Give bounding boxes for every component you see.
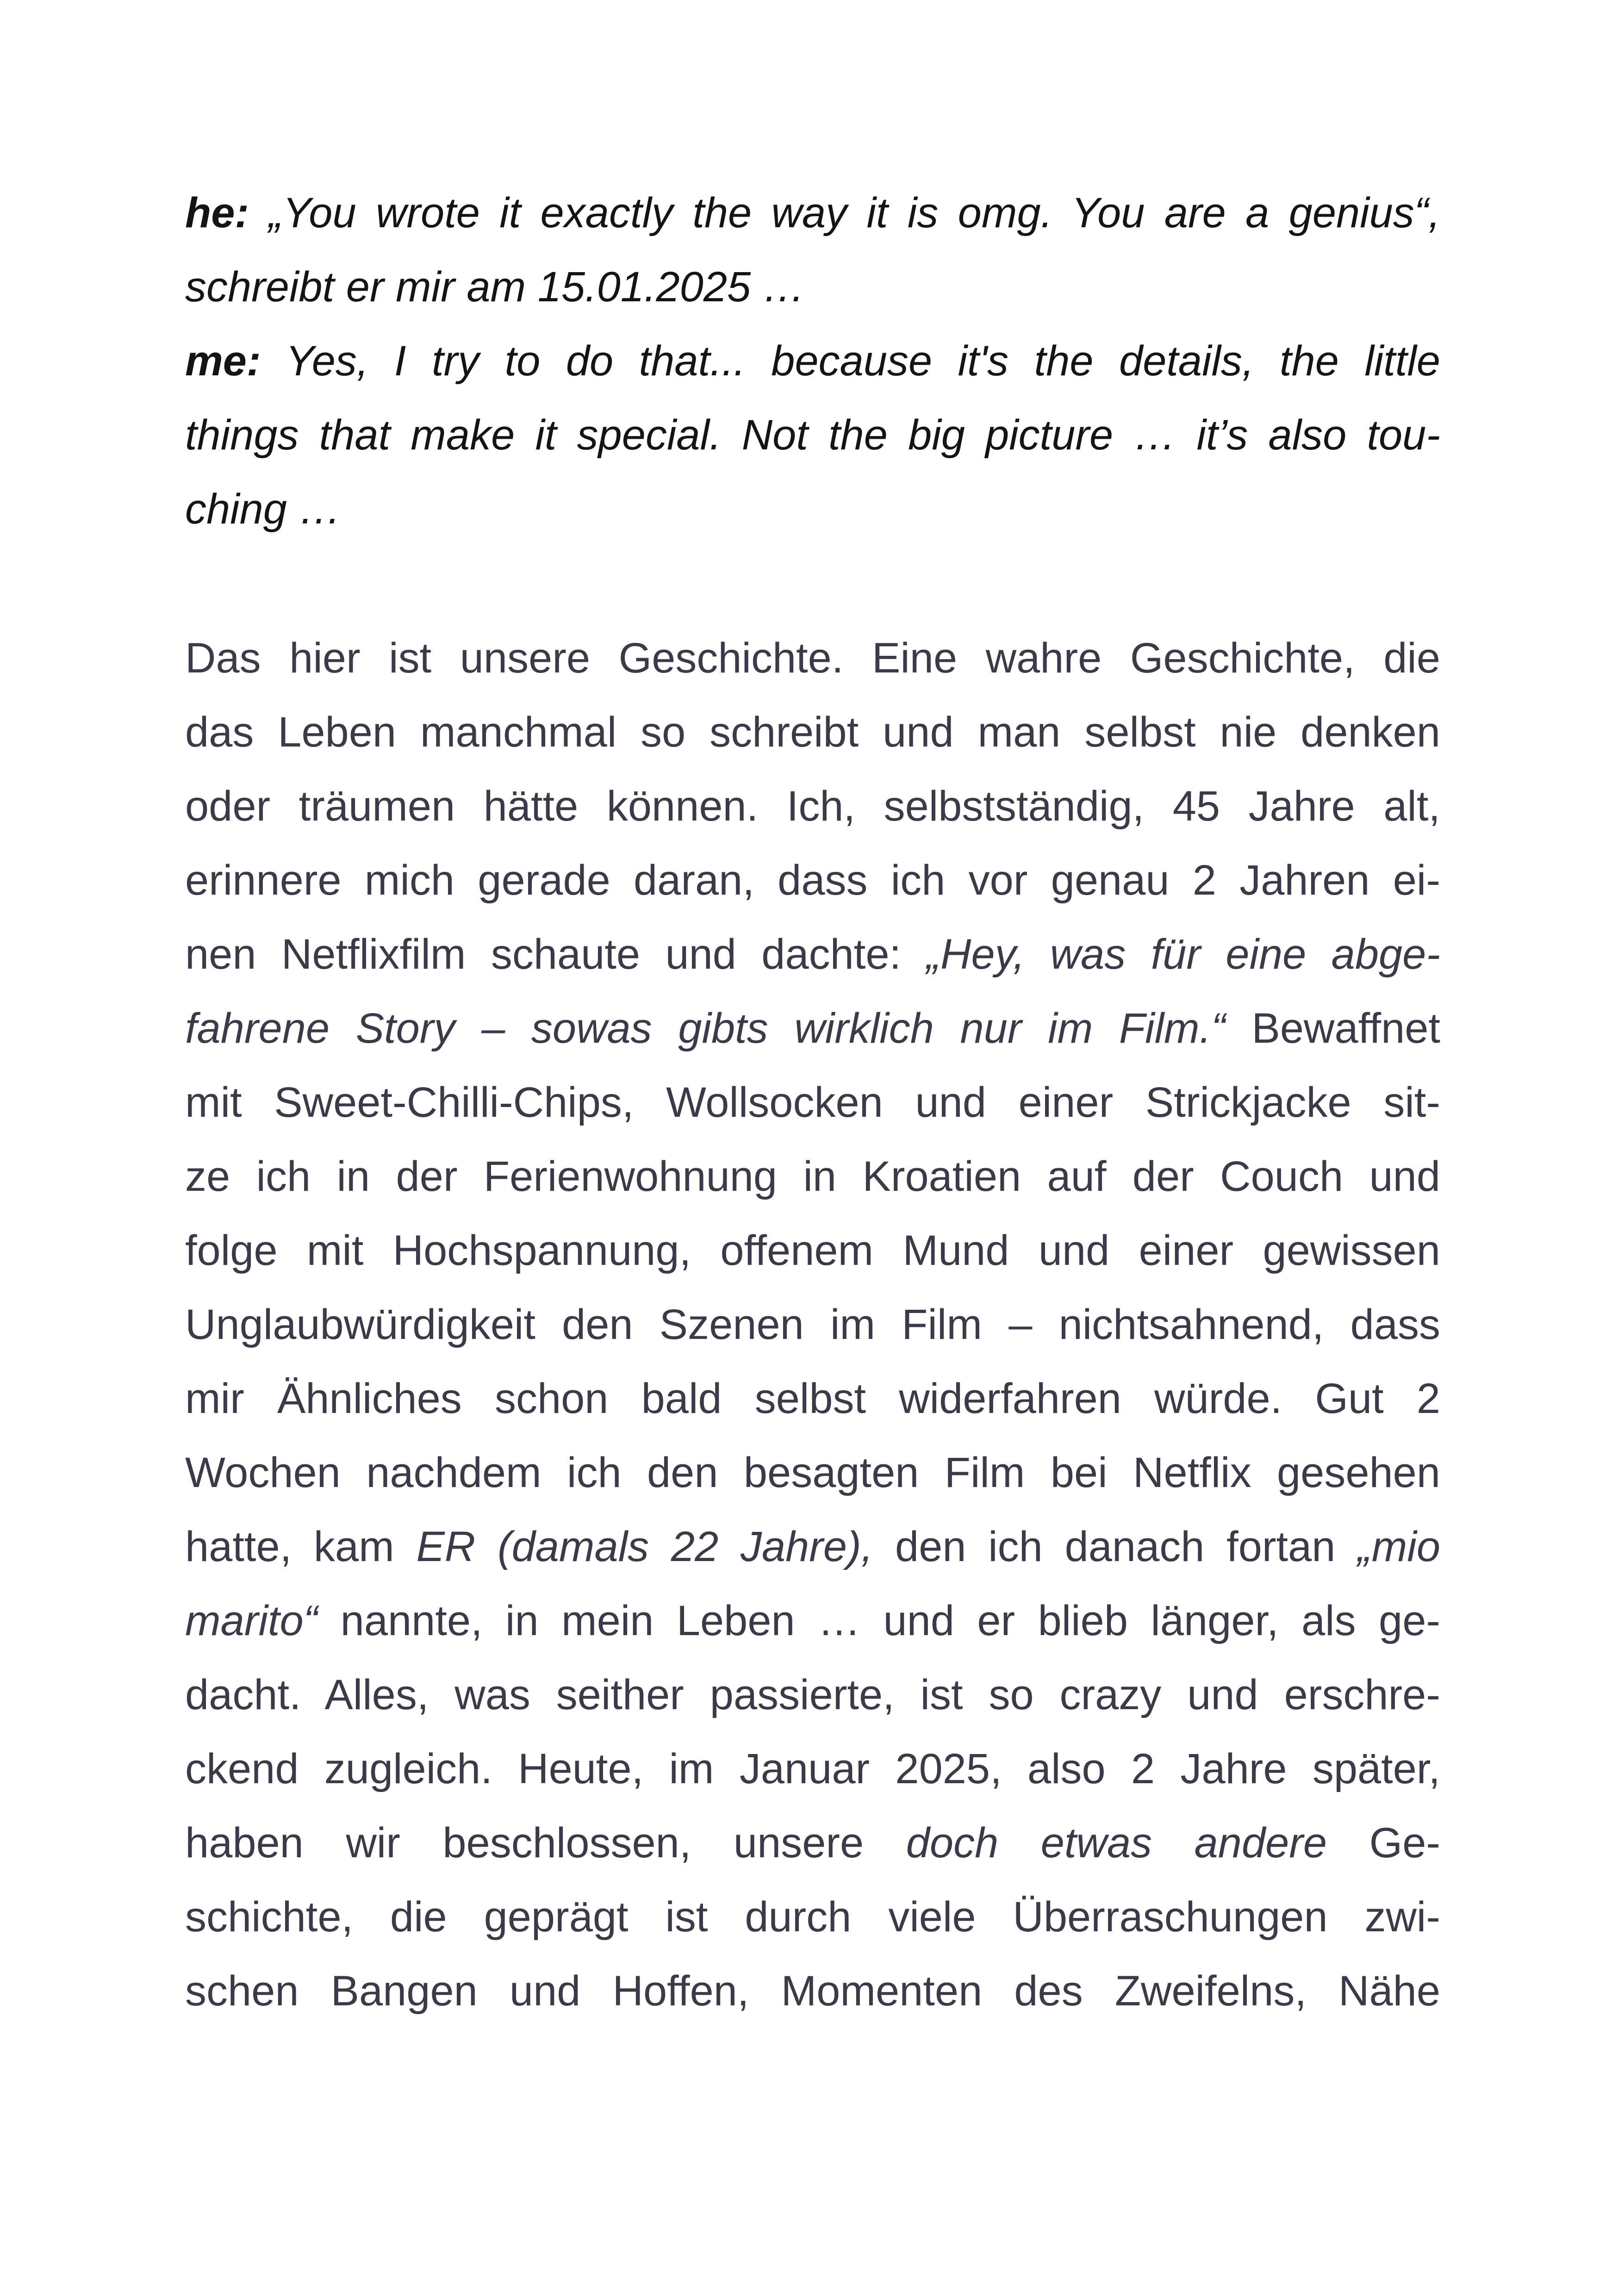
story-line-4 — [185, 843, 1440, 917]
story-text: erinnere mich gerade daran, dass ich vor genau 2 Jahren ei- — [185, 857, 1440, 904]
story-line-5 — [185, 917, 1440, 991]
story-text: ze ich in der Ferienwohnung in Kroatien auf der Couch und — [185, 1153, 1440, 1200]
story-line-2 — [185, 695, 1440, 769]
story-italic-quote: „Hey, was für eine abge- — [926, 931, 1440, 978]
story-text: den ich danach fortan — [873, 1523, 1358, 1570]
story-text: nen Netflixfilm schaute und dachte: — [185, 931, 927, 978]
story-line-13 — [185, 1510, 1440, 1584]
dialogue-line-3 — [185, 324, 1440, 398]
story-line-6 — [185, 991, 1440, 1065]
dialogue-line-1 — [185, 176, 1440, 250]
story-text: Bewaffnet — [1225, 1005, 1440, 1052]
story-line-11 — [185, 1362, 1440, 1436]
story-text: dacht. Alles, was seither passierte, ist so crazy und erschre- — [185, 1671, 1440, 1718]
story-italic: marito“ — [185, 1597, 318, 1644]
story-text: schen Bangen und Hoffen, Momenten des Zweifelns, Nähe — [185, 1967, 1440, 2015]
story-line-3 — [185, 769, 1440, 843]
story-text: Ge- — [1327, 1819, 1440, 1867]
story-text: Das hier ist unsere Geschichte. Eine wahre Geschichte, die — [185, 635, 1440, 682]
speaker-me-label: me: — [185, 337, 261, 385]
story-text: das Leben manchmal so schreibt und man selbst nie denken — [185, 709, 1440, 756]
story-line-17 — [185, 1806, 1440, 1880]
story-text: schichte, die geprägt ist durch viele Überraschungen zwi- — [185, 1893, 1440, 1941]
story-italic: ER (damals 22 Jahre), — [416, 1523, 873, 1570]
me-quote-end: ching … — [185, 485, 342, 533]
me-quote-cont: things that make it special. Not the big picture … it’s also tou- — [185, 411, 1440, 459]
story-text: haben wir beschlossen, unsere — [185, 1819, 906, 1867]
story-text: folge mit Hochspannung, offenem Mund und einer gewissen — [185, 1227, 1440, 1274]
story-line-12 — [185, 1436, 1440, 1510]
story-text: ckend zugleich. Heute, im Januar 2025, also 2 Jahre später, — [185, 1745, 1440, 1792]
dialogue-line-4 — [185, 398, 1440, 472]
story-text: Wochen nachdem ich den besagten Film bei Netflix gesehen — [185, 1449, 1440, 1496]
story-text: Unglaubwürdigkeit den Szenen im Film – nichtsahnend, dass — [185, 1301, 1440, 1348]
story-line-19 — [185, 1954, 1440, 2028]
he-attribution: schreibt er mir am 15.01.2025 … — [185, 263, 805, 311]
story-line-15 — [185, 1658, 1440, 1732]
speaker-he-label: he: — [185, 189, 249, 236]
story-line-1 — [185, 621, 1440, 695]
story-text: hatte, kam — [185, 1523, 417, 1570]
story-line-10 — [185, 1288, 1440, 1362]
story-line-18 — [185, 1880, 1440, 1954]
story-text: mit Sweet-Chilli-Chips, Wollsocken und einer Strickjacke sit- — [185, 1079, 1440, 1126]
story-text: mir Ähnliches schon bald selbst widerfahren würde. Gut 2 — [185, 1375, 1440, 1422]
story-italic-quote: fahrene Story – sowas gibts wirklich nur im Film.“ — [185, 1005, 1226, 1052]
story-line-7 — [185, 1065, 1440, 1139]
story-line-14 — [185, 1584, 1440, 1658]
dialogue-line-5 — [185, 472, 1440, 546]
story-text: nannte, in mein Leben … und er blieb länger, als ge- — [317, 1597, 1440, 1644]
story-italic: „mio — [1357, 1523, 1440, 1570]
story-line-9 — [185, 1213, 1440, 1288]
story-italic: doch etwas andere — [906, 1819, 1327, 1867]
story-line-16 — [185, 1732, 1440, 1806]
story-text: oder träumen hätte können. Ich, selbstständig, 45 Jahre alt, — [185, 783, 1440, 830]
me-quote: Yes, I try to do that... because it's the details, the little — [261, 337, 1440, 385]
story-line-8 — [185, 1139, 1440, 1213]
dialogue-line-2 — [185, 250, 1440, 324]
he-quote: „You wrote it exactly the way it is omg. You are a genius“, — [249, 189, 1440, 236]
